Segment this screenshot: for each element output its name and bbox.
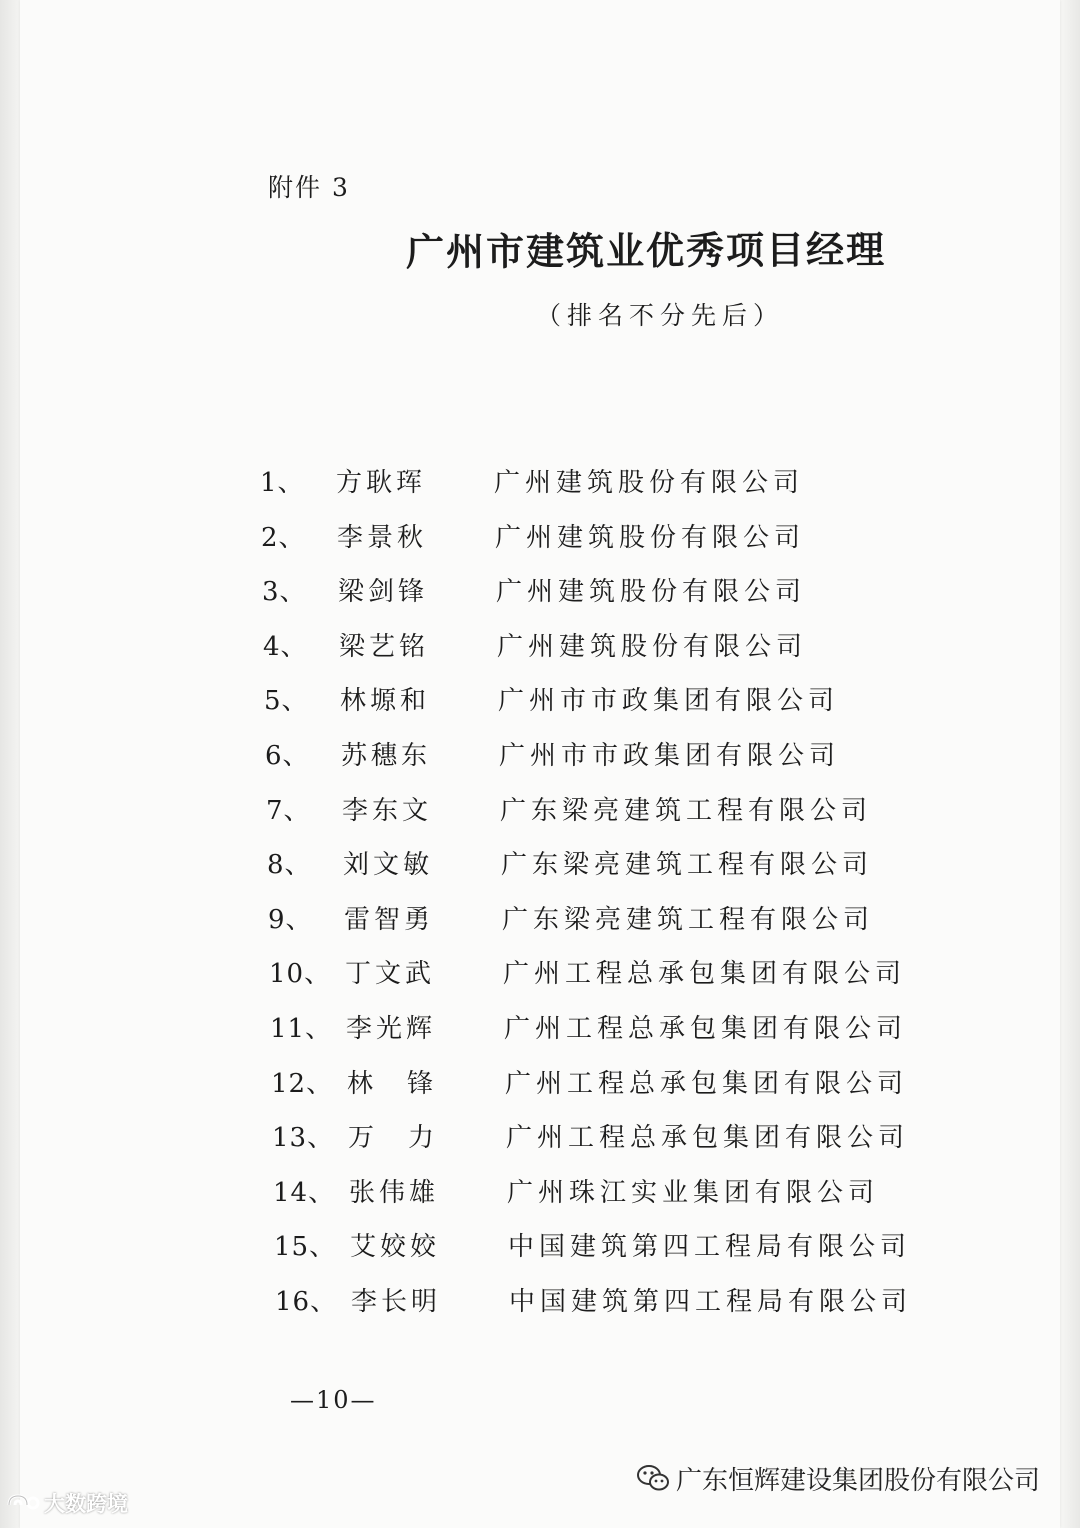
list-item-name: 林 锋 bbox=[347, 1068, 438, 1099]
list-item-number: 13、 bbox=[272, 1123, 335, 1154]
page-title: 广州市建筑业优秀项目经理 bbox=[405, 226, 887, 275]
list-item-number: 3、 bbox=[262, 577, 307, 608]
list-item-company: 广州建筑股份有限公司 bbox=[497, 631, 808, 662]
list-item-name: 张伟雄 bbox=[349, 1177, 440, 1208]
list-item-number: 1、 bbox=[260, 468, 305, 498]
list-item-number: 10、 bbox=[269, 959, 332, 990]
list-item-name: 苏穗东 bbox=[341, 741, 432, 771]
wechat-icon bbox=[636, 1463, 670, 1493]
list-item-name: 艾姣姣 bbox=[350, 1232, 441, 1263]
list-item-name: 李光辉 bbox=[346, 1014, 437, 1044]
list-item-number: 16、 bbox=[275, 1287, 338, 1317]
list-item-company: 广州市市政集团有限公司 bbox=[498, 686, 840, 717]
list-item-number: 14、 bbox=[273, 1177, 336, 1208]
list-item-name: 李东文 bbox=[342, 795, 433, 826]
attachment-label: 附件 3 bbox=[268, 173, 350, 202]
list-item-number: 11、 bbox=[270, 1014, 333, 1044]
sound-logo-icon bbox=[6, 1491, 40, 1515]
list-item-company: 广州建筑股份有限公司 bbox=[495, 522, 806, 553]
page-number: —10— bbox=[290, 1386, 377, 1414]
list-item-number: 9、 bbox=[268, 904, 313, 935]
list-item-company: 广州市市政集团有限公司 bbox=[499, 741, 841, 771]
list-item-company: 广东梁亮建筑工程有限公司 bbox=[502, 904, 875, 935]
list-item-company: 广东梁亮建筑工程有限公司 bbox=[501, 850, 874, 881]
list-item bbox=[268, 899, 968, 939]
list-item-number: 4、 bbox=[263, 631, 308, 662]
list-item-company: 广东梁亮建筑工程有限公司 bbox=[500, 795, 873, 826]
list-item bbox=[262, 571, 962, 611]
list-item-name: 丁文武 bbox=[345, 959, 436, 990]
page-subtitle: （排名不分先后） bbox=[536, 301, 785, 330]
list-item-name: 万 力 bbox=[348, 1123, 439, 1154]
list-item-company: 广州工程总承包集团有限公司 bbox=[505, 1068, 909, 1099]
list-item-number: 8、 bbox=[267, 850, 312, 881]
list-item-company: 中国建筑第四工程局有限公司 bbox=[508, 1232, 912, 1263]
scan-left-edge bbox=[0, 0, 20, 1528]
list-item bbox=[270, 1008, 970, 1048]
list-item-company: 广州建筑股份有限公司 bbox=[496, 577, 807, 608]
list-item bbox=[272, 1117, 972, 1157]
list-item-number: 12、 bbox=[271, 1068, 334, 1099]
document-page bbox=[20, 0, 1060, 1528]
list-item-company: 广州工程总承包集团有限公司 bbox=[504, 1014, 908, 1044]
list-item-name: 雷智勇 bbox=[344, 904, 435, 935]
watermark-left-text: 大数跨境 bbox=[44, 1492, 128, 1516]
list-item-company: 广州建筑股份有限公司 bbox=[494, 468, 805, 498]
list-item-name: 刘文敏 bbox=[343, 850, 434, 881]
list-item-name: 李景秋 bbox=[337, 522, 428, 553]
list-item bbox=[273, 1172, 973, 1212]
list-item-name: 林塬和 bbox=[340, 686, 431, 717]
list-item bbox=[274, 1226, 974, 1266]
watermark-right-text: 广东恒辉建设集团股份有限公司 bbox=[676, 1465, 1041, 1496]
list-item bbox=[263, 626, 963, 666]
scan-right-edge bbox=[1060, 0, 1080, 1528]
watermark-left bbox=[6, 1488, 128, 1518]
list-item-name: 李长明 bbox=[351, 1287, 442, 1317]
list-item-name: 梁艺铭 bbox=[339, 631, 430, 662]
list-item-number: 5、 bbox=[264, 686, 309, 717]
list-item bbox=[269, 953, 969, 993]
list-item-number: 15、 bbox=[274, 1232, 337, 1263]
list-item bbox=[266, 790, 966, 830]
list-item bbox=[265, 735, 965, 775]
list-item-name: 方耿珲 bbox=[336, 468, 427, 498]
list-item-number: 2、 bbox=[261, 522, 306, 553]
watermark-right bbox=[636, 1460, 1040, 1496]
list-item-number: 7、 bbox=[266, 795, 311, 826]
list-item-number: 6、 bbox=[265, 741, 310, 771]
list-item bbox=[271, 1063, 971, 1103]
list-item-company: 广州工程总承包集团有限公司 bbox=[503, 959, 907, 990]
list-item bbox=[260, 462, 960, 502]
list-item bbox=[275, 1281, 975, 1321]
list-item-company: 广州工程总承包集团有限公司 bbox=[506, 1123, 910, 1154]
list-item bbox=[264, 680, 964, 720]
list-item-name: 梁剑锋 bbox=[338, 577, 429, 608]
list-item-company: 中国建筑第四工程局有限公司 bbox=[509, 1287, 913, 1317]
list-item bbox=[261, 517, 961, 557]
list-item-company: 广州珠江实业集团有限公司 bbox=[507, 1177, 880, 1208]
list-item bbox=[267, 844, 967, 884]
